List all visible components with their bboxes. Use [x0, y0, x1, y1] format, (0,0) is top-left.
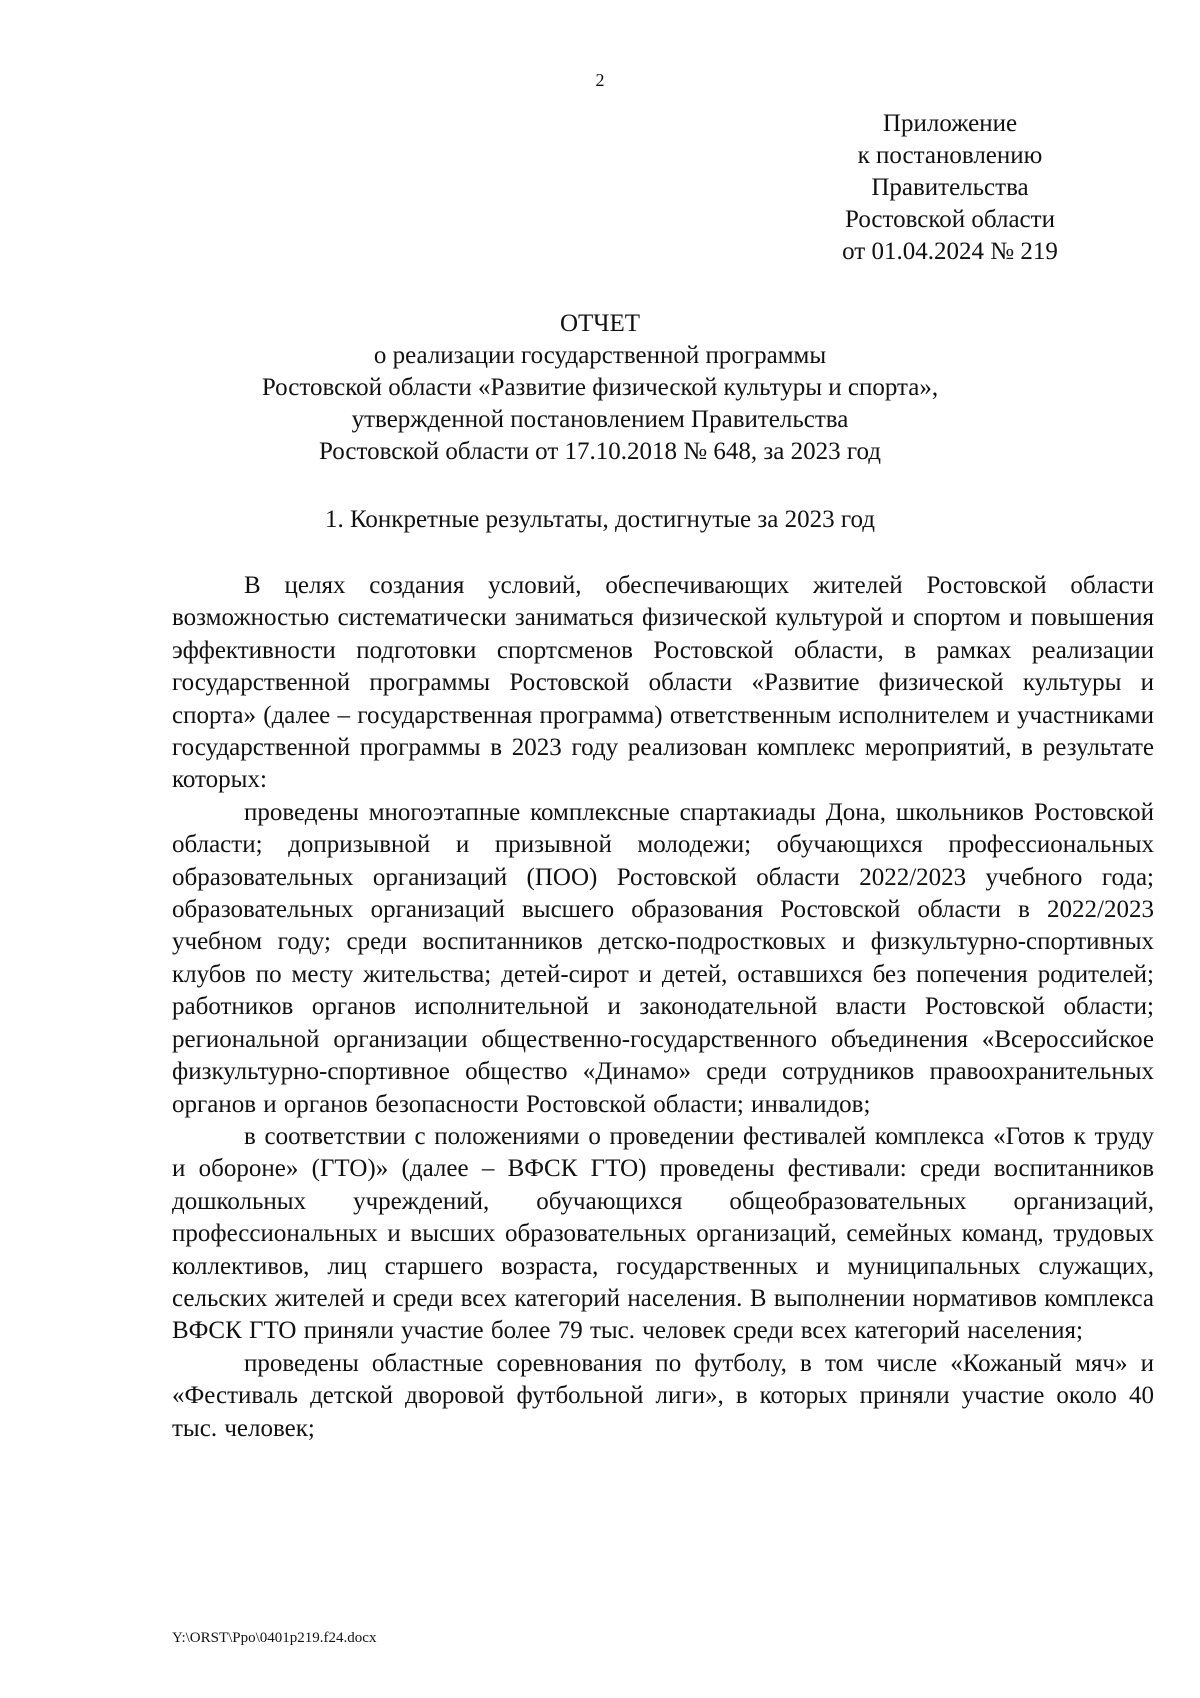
report-heading: ОТЧЕТ: [559, 310, 641, 337]
report-title-line: Ростовской области от 17.10.2018 № 648, за 2023 год: [319, 438, 881, 465]
report-title-line: о реализации государственной программы: [373, 342, 827, 369]
report-title-line: утвержденной постановлением Правительства: [351, 406, 849, 433]
paragraph: проведены областные соревнования по футболу, в том числе «Кожаный мяч» и «Фестиваль детской дворовой футбольной лиги», в которых приняли участие около 40 тыс. человек;: [172, 1349, 1154, 1442]
appendix-line: Приложение: [882, 110, 1018, 137]
paragraph: проведены многоэтапные комплексные спартакиады Дона, школьников Ростовской области; допризывной и призывной молодежи; обучающихся профессиональных образовательных организаций (ПОО) Ростовской области 2022/2023 учебного года; образовательных организаций высшего образования Ростовской области в 2022/2023 учебном году; среди воспитанников детско-подростковых и физкультурно-спортивных клубов по месту жительства; детей-сирот и детей, оставшихся без попечения родителей; работников органов исполнительной и законодательной власти Ростовской области; региональной организации общественно-государственного объединения «Всероссийское физкультурно-спортивное общество «Динамо» среди сотрудников правоохранительных органов и органов безопасности Ростовской области; инвалидов;: [172, 798, 1154, 1118]
appendix-line: Правительства: [871, 174, 1029, 201]
paragraph: в соответствии с положениями о проведении фестивалей комплекса «Готов к труду и обороне» (ГТО)» (далее – ВФСК ГТО) проведены фестивали: среди воспитанников дошкольных учреждений, обучающихся общеобразовательных организаций, профессиональных и высших образовательных организаций, семейных команд, трудовых коллективов, лиц старшего возраста, государственных и муниципальных служащих, сельских жителей и среди всех категорий населения. В выполнении нормативов комплекса ВФСК ГТО приняли участие более 79 тыс. человек среди всех категорий населения;: [172, 1122, 1154, 1345]
appendix-line: Ростовской области: [845, 206, 1055, 233]
body-text: [172, 570, 1154, 1445]
page-number: 2: [595, 70, 605, 90]
footer-file-path: Y:\ORST\Ppo\0401p219.f24.docx: [172, 1630, 377, 1646]
appendix-line: к постановлению: [857, 142, 1043, 169]
section-heading: 1. Конкретные результаты, достигнутые за 2023 год: [324, 506, 876, 533]
paragraph: В целях создания условий, обеспечивающих жителей Ростовской области возможностью систематически заниматься физической культурой и спортом и повышения эффективности подготовки спортсменов Ростовской области, в рамках реализации государственной программы Ростовской области «Развитие физической культуры и спорта» (далее – государственная программа) ответственным исполнителем и участниками государственной программы в 2023 году реализован комплекс мероприятий, в результате которых:: [172, 572, 1154, 794]
appendix-line: от 01.04.2024 № 219: [842, 238, 1058, 265]
report-title-block: [160, 308, 1040, 468]
report-title-line: Ростовской области «Развитие физической культуры и спорта»,: [261, 374, 939, 401]
appendix-block: [790, 108, 1110, 268]
